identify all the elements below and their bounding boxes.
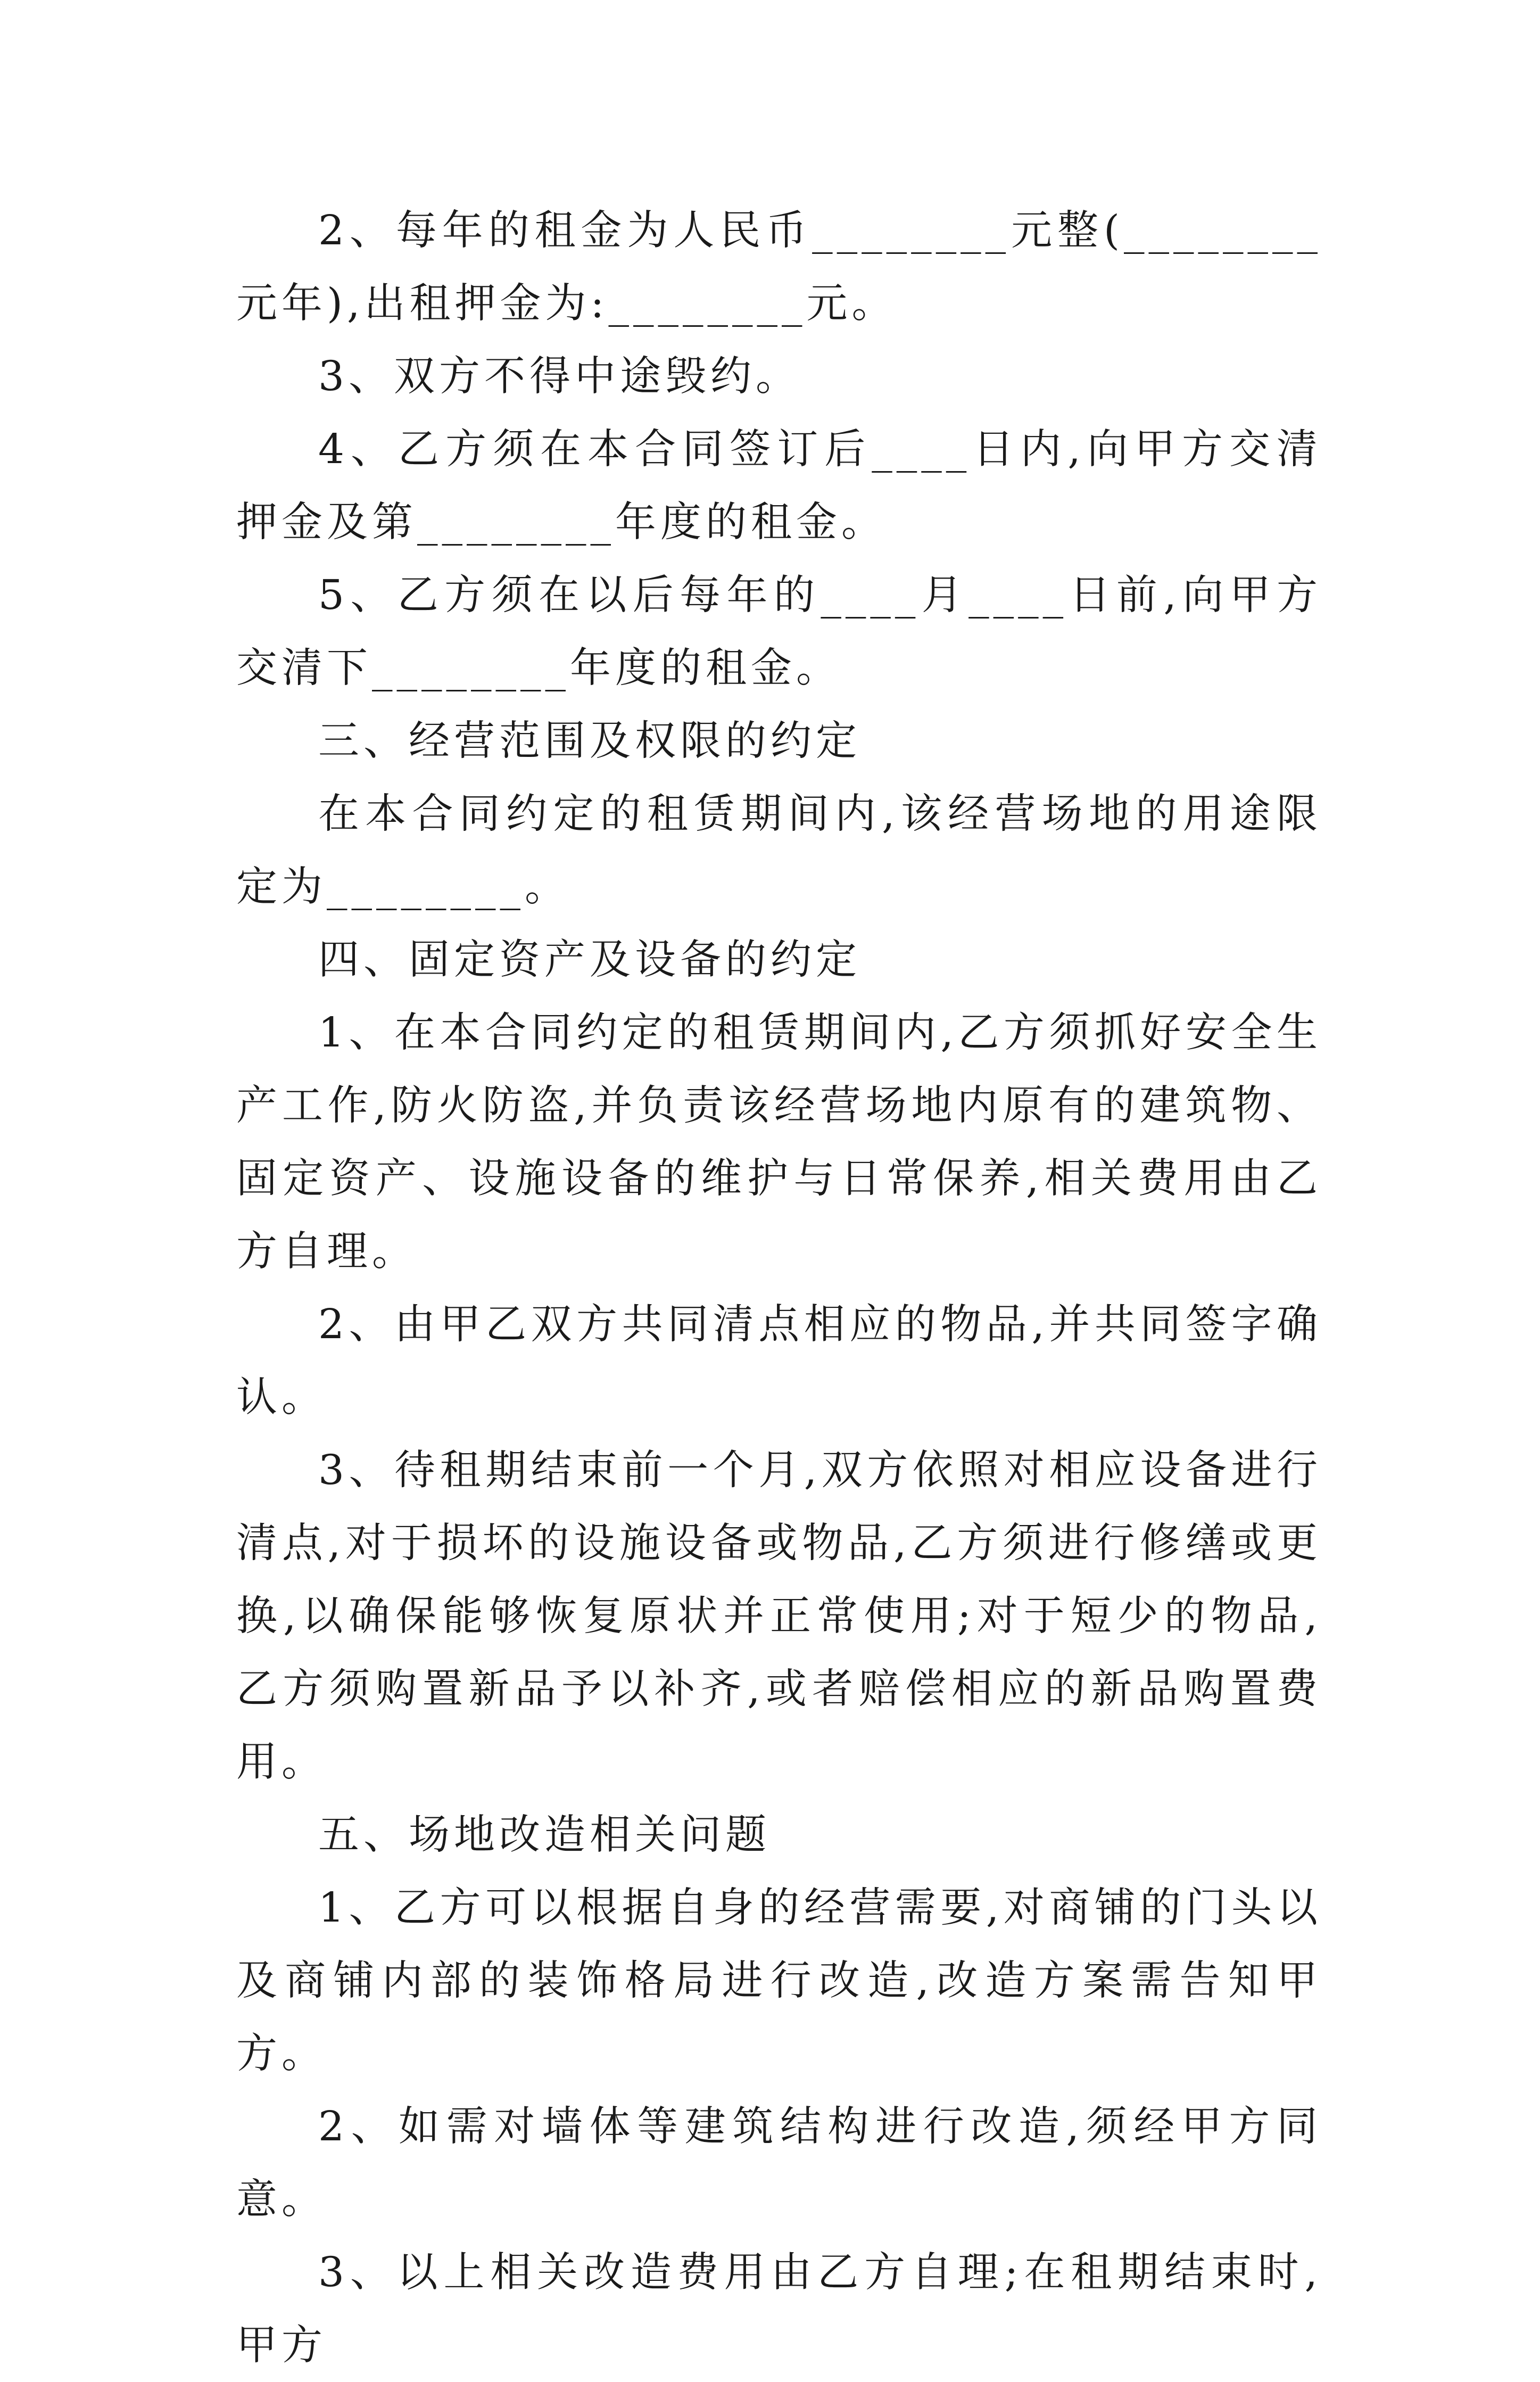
section-5-clause-3: 3、以上相关改造费用由乙方自理;在租期结束时,甲方 bbox=[236, 2249, 1322, 2369]
section-5-clause-2: 2、如需对墙体等建筑结构进行改造,须经甲方同意。 bbox=[236, 2103, 1322, 2223]
section-4-clause-2: 2、由甲乙双方共同清点相应的物品,并共同签字确认。 bbox=[236, 1301, 1322, 1421]
section-5-clause-1: 1、乙方可以根据自身的经营需要,对商铺的门头以及商铺内部的装饰格局进行改造,改造方案需告知甲方。 bbox=[236, 1884, 1322, 2078]
section-3-heading: 三、经营范围及权限的约定 bbox=[318, 718, 861, 765]
clause-4-deposit-payment: 4、乙方须在本合同签订后____日内,向甲方交清押金及第________年度的租金。 bbox=[236, 426, 1322, 546]
clause-2-rent-amount: 2、每年的租金为人民币________元整(________元年),出租押金为:________元。 bbox=[236, 207, 1322, 327]
clause-3-no-breach: 3、双方不得中途毁约。 bbox=[318, 353, 801, 400]
section-5-heading: 五、场地改造相关问题 bbox=[318, 1811, 771, 1859]
section-4-clause-3: 3、待租期结束前一个月,双方依照对相应设备进行清点,对于损坏的设施设备或物品,乙方须进行修缮或更换,以确保能够恢复原状并正常使用;对于短少的物品,乙方须购置新品予以补齐,或者赔偿相应的新品购置费用。 bbox=[236, 1447, 1322, 1786]
section-4-heading: 四、固定资产及设备的约定 bbox=[318, 936, 861, 984]
section-3-usage: 在本合同约定的租赁期间内,该经营场地的用途限定为________。 bbox=[236, 790, 1322, 911]
clause-5-annual-rent: 5、乙方须在以后每年的____月____日前,向甲方交清下________年度的租金。 bbox=[236, 572, 1322, 692]
document-body bbox=[236, 194, 1322, 2382]
section-4-clause-1: 1、在本合同约定的租赁期间内,乙方须抓好安全生产工作,防火防盗,并负责该经营场地内原有的建筑物、固定资产、设施设备的维护与日常保养,相关费用由乙方自理。 bbox=[236, 1009, 1322, 1275]
